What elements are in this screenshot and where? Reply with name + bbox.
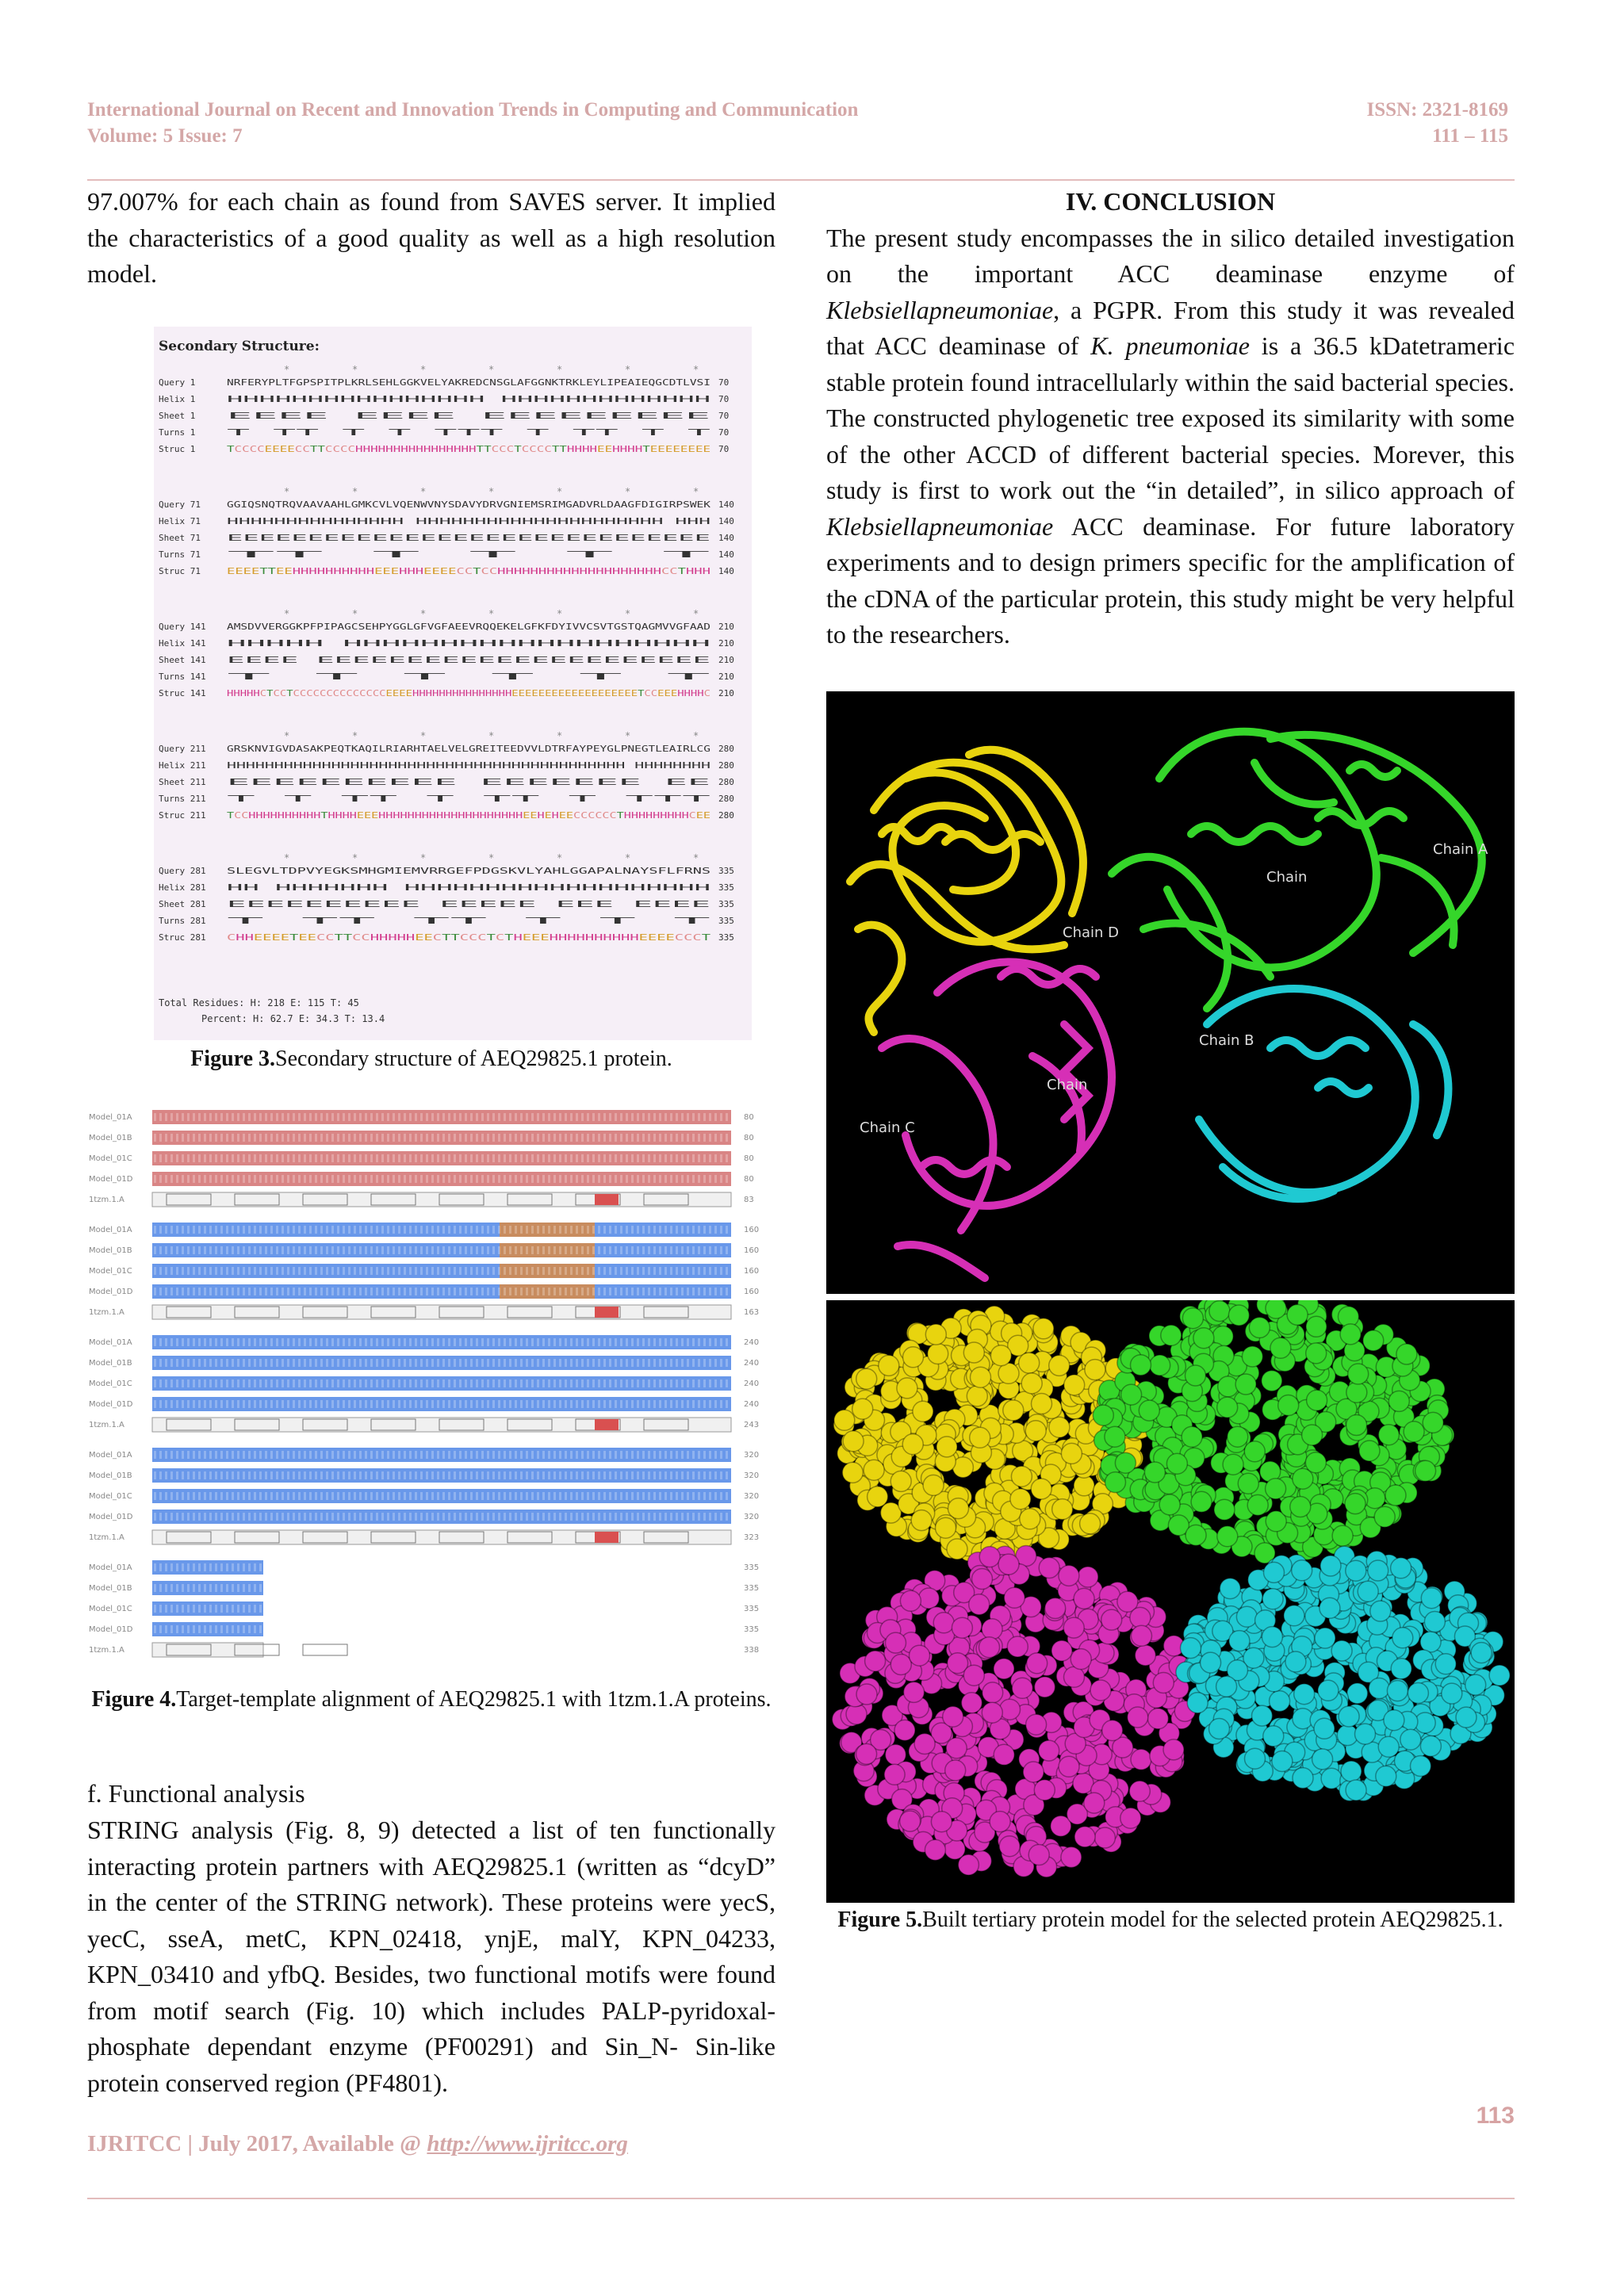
conclusion-heading: IV. CONCLUSION [1065, 187, 1276, 216]
ruler-mark: * [625, 608, 631, 619]
figure-4-label: Figure 4. [91, 1687, 177, 1712]
ss-row-end: 210 [718, 672, 734, 682]
ss-row-label: Sheet 211 [159, 777, 206, 787]
ruler-mark: * [488, 364, 495, 375]
alignment-residue-texture [152, 1563, 263, 1571]
template-highlight [595, 1419, 619, 1430]
ss-row-sequence: EEEE EEEEEEEEEEEEEEEEEEEEEE [227, 655, 710, 665]
alignment-row-label: Model_01A [89, 1226, 132, 1234]
ruler-mark: * [693, 608, 699, 619]
ss-row-end: 70 [718, 394, 730, 404]
alignment-row-end: 83 [744, 1196, 754, 1204]
alignment-row-label: Model_01D [89, 1175, 133, 1184]
ruler-mark: * [557, 486, 563, 497]
alignment-row-label: Model_01B [89, 1471, 132, 1480]
ss-row-label: Struc 141 [159, 688, 206, 698]
figure-5-label: Figure 5. [837, 1908, 923, 1932]
ss-row-end: 210 [718, 622, 734, 632]
ruler-mark: * [488, 486, 495, 497]
ss-row-sequence: SLEGVLTDPVYEGKSMHGMIEMVRRGEFPDGSKVLYAHLGGAPALNAYSFLFRNS [227, 866, 710, 876]
alignment-row-label: Model_01C [89, 1154, 132, 1163]
ruler-mark: * [420, 608, 427, 619]
alignment-row-label: Model_01B [89, 1359, 132, 1368]
ss-row-sequence: H H H H H C T C C T C C C C C C C C C C C C C C E E E E H H H H H H H H H H H H H H H E E E E E E E E E E E E E E E E E E E T C C E E E H H H H C [227, 688, 710, 698]
alignment-row-end: 240 [744, 1338, 760, 1347]
figure-4-alignment [87, 1104, 776, 1679]
alignment-row-label: Model_01D [89, 1513, 133, 1521]
ss-row-end: 335 [718, 932, 734, 943]
volume-issue: Volume: 5 Issue: 7 [87, 125, 243, 147]
ruler-mark: * [420, 364, 427, 375]
ribbon-background [826, 691, 1515, 1294]
template-highlight [595, 1307, 619, 1318]
footer [87, 2131, 628, 2157]
ruler-mark: * [488, 608, 495, 619]
ruler-mark: * [420, 852, 427, 863]
running-header-right [1367, 97, 1509, 149]
alignment-row-end: 240 [744, 1359, 760, 1368]
alignment-row-end: 338 [744, 1646, 760, 1655]
ss-row-label: Helix 141 [159, 638, 206, 649]
figure-5-ribbon-model [826, 691, 1515, 1294]
journal-title: International Journal on Recent and Innovation Trends in Computing and Communication [87, 99, 859, 121]
intro-paragraph: 97.007% for each chain as found from SAVES server. It implied the characteristics of a good quality as well as a high resolution model. [87, 187, 776, 288]
conclusion-paragraph [826, 220, 1515, 653]
alignment-row-end: 335 [744, 1625, 760, 1634]
ss-row-end: 70 [718, 444, 730, 454]
ss-row-sequence: T C C H H H H H H H H H H T H H H H E E E H H H H H H H H H H H H H H H H H H H H E E H E H E E C C C C C C T H H H H H H H H H C E E [227, 810, 709, 821]
ss-row-end: 210 [718, 638, 734, 649]
conclusion-text-1: The present study encompasses the in silico detailed investigation on the important ACC deaminase enzyme of [826, 223, 1515, 288]
alignment-row-label: 1tzm.1.A [89, 1646, 124, 1655]
figure-4-caption [87, 1684, 776, 1716]
ss-row-end: 335 [718, 899, 734, 909]
ruler-mark: * [557, 364, 563, 375]
ss-row-label: Sheet 141 [159, 655, 206, 665]
ruler-mark: * [693, 486, 699, 497]
alignment-row-end: 240 [744, 1380, 760, 1388]
alignment-residue-texture [152, 1267, 731, 1275]
ss-row-label: Query 1 [159, 377, 196, 388]
alignment-row-label: Model_01D [89, 1288, 133, 1296]
alignment-residue-texture [152, 1226, 731, 1234]
alignment-residue-texture [152, 1625, 263, 1633]
ss-row-label: Turns 1 [159, 427, 196, 438]
ss-row-end: 140 [718, 566, 734, 576]
footer-text: IJRITCC | July 2017, Available @ [87, 2131, 427, 2156]
ss-row-label: Struc 211 [159, 810, 206, 821]
ss-row-end: 140 [718, 549, 734, 560]
ss-row-end: 140 [718, 533, 734, 543]
alignment-residue-texture [152, 1471, 731, 1479]
running-header [87, 97, 858, 149]
ruler-mark: * [557, 730, 563, 741]
ruler-mark: * [420, 486, 427, 497]
ss-row-sequence: T TT T T TTT T TT T T [227, 427, 712, 438]
chain-label: Chain [1047, 1077, 1088, 1093]
ss-row-end: 210 [718, 688, 734, 698]
ss-row-end: 280 [718, 777, 734, 787]
ss-row-sequence: TT T T T T [227, 549, 714, 560]
header-rule [87, 179, 1515, 181]
subsection-heading: f. Functional analysis [87, 1779, 305, 1808]
ss-row-label: Helix 1 [159, 394, 196, 404]
ss-row-label: Helix 211 [159, 760, 206, 771]
ruler-mark: * [557, 852, 563, 863]
chain-label: Chain [1266, 869, 1308, 886]
ss-row-end: 140 [718, 499, 734, 510]
ruler-mark: * [420, 730, 427, 741]
ss-row-sequence: GGIQSNQTRQVAAVAAHLGMKCVLVQENWVNYSDAVYDRVGNIEMSRIMGADVRLDAAGFDIGIRPSWEK [227, 499, 711, 510]
ruler-mark: * [352, 852, 358, 863]
ss-row-end: 70 [718, 427, 730, 438]
template-highlight [595, 1532, 619, 1543]
ss-row-end: 335 [718, 916, 734, 926]
alignment-residue-texture [152, 1584, 263, 1592]
figure-3-title: Secondary Structure: [159, 339, 320, 354]
ss-row-end: 335 [718, 866, 734, 876]
alignment-row-label: Model_01B [89, 1134, 132, 1142]
ruler-mark: * [284, 486, 290, 497]
ruler-mark: * [284, 364, 290, 375]
ss-row-sequence: GRSKNVIGVDASAKPEQTKAQILRIARHTAELVELGREITEEDVVLDTRFAYPEYGLPNEGTLEAIRLCG [227, 744, 710, 754]
figure-5-caption [826, 1904, 1515, 1936]
alignment-row-end: 240 [744, 1400, 760, 1409]
ruler-mark: * [284, 852, 290, 863]
species-name-1: Klebsiellapneumoniae [826, 295, 1054, 324]
left-column-intro [87, 184, 776, 293]
ruler-mark: * [625, 486, 631, 497]
journal-link[interactable]: http://www.ijritcc.org [427, 2131, 628, 2156]
ruler-mark: * [693, 852, 699, 863]
alignment-residue-texture [152, 1451, 731, 1459]
alignment-row-label: Model_01C [89, 1267, 132, 1276]
chain-label: Chain B [1199, 1032, 1254, 1049]
page-range: 111 – 115 [1432, 125, 1508, 147]
alignment-row-label: Model_01B [89, 1246, 132, 1255]
ruler-mark: * [625, 364, 631, 375]
alignment-row-end: 80 [744, 1154, 754, 1163]
alignment-row-label: 1tzm.1.A [89, 1533, 124, 1542]
ss-row-end: 140 [718, 516, 734, 526]
ss-row-end: 280 [718, 744, 734, 754]
alignment-residue-texture [152, 1605, 263, 1613]
ss-row-label: Helix 71 [159, 516, 201, 526]
alignment-residue-texture [152, 1113, 731, 1121]
ss-row-label: Sheet 281 [159, 899, 206, 909]
alignment-row-label: Model_01C [89, 1492, 132, 1501]
footer-rule [87, 2198, 1515, 2199]
alignment-row-label: Model_01D [89, 1625, 133, 1634]
alignment-row-end: 160 [744, 1267, 760, 1276]
alignment-row-end: 160 [744, 1246, 760, 1255]
conclusion-text-2: , a PGPR. From this study it was revealed that ACC deaminase of [826, 295, 1515, 360]
alignment-residue-texture [152, 1288, 731, 1295]
ss-row-label: Sheet 1 [159, 411, 196, 421]
figure-3-secondary-structure [154, 327, 752, 1040]
ss-row-sequence: EEEEEEEEEE EEEEEEE EE [227, 777, 710, 787]
alignment-row-end: 320 [744, 1492, 760, 1501]
ss-row-sequence: E E E E T T E E H H H H H H H H H H E E E H H H E E E E C C T C C H H H H H H H H H H H H H H H H H H H H C C T H H H [227, 566, 708, 576]
ruler-mark: * [284, 608, 290, 619]
alignment-row-label: 1tzm.1.A [89, 1421, 124, 1429]
alignment-row-end: 323 [744, 1533, 760, 1542]
ss-row-sequence: HHHHHHHHHHHHHHHHHHHHHHHHHHHHHHHHHHHHHHHHHH HHHHHHHH [227, 760, 710, 771]
ss-row-label: Struc 71 [159, 566, 201, 576]
ruler-mark: * [352, 730, 358, 741]
ss-row-end: 70 [718, 377, 730, 388]
ss-row-end: 70 [718, 411, 730, 421]
chain-label: Chain A [1433, 841, 1488, 858]
page-number: 113 [1476, 2103, 1515, 2129]
ruler-mark: * [488, 730, 495, 741]
alignment-row-label: Model_01A [89, 1563, 132, 1572]
ss-row-sequence: HH HHHHHHH HHHHHHHHHHHHHHHHHHH [227, 882, 710, 893]
percent-line: Percent: H: 62.7 E: 34.3 T: 13.4 [201, 1013, 385, 1024]
figure-4-caption-text: Target-template alignment of AEQ29825.1 with 1tzm.1.A proteins. [176, 1687, 772, 1712]
template-row [152, 1643, 263, 1657]
ss-row-sequence: C H H E E E E T E E C C T T C C H H H H H E E C T T C C C T C T H E E E H H H H H H H H H H E E E E C C C T [227, 932, 707, 943]
template-highlight [595, 1194, 619, 1205]
alignment-row-end: 80 [744, 1113, 754, 1122]
figure-3-caption-text: Secondary structure of AEQ29825.1 protein. [275, 1047, 672, 1071]
figure-5-spacefill-model [826, 1300, 1515, 1903]
ss-row-sequence: AMSDVVERGGKPFPIPAGCSEHPYGGLGFVGFAEEVRQQEKELGFKFDYIVVCSVTGSTQAGMVVGFAAD [227, 622, 710, 632]
alignment-residue-texture [152, 1400, 731, 1408]
ss-row-label: Query 211 [159, 744, 206, 754]
ss-row-label: Helix 281 [159, 882, 206, 893]
alignment-residue-texture [152, 1338, 731, 1346]
ss-row-end: 280 [718, 810, 734, 821]
ruler-mark: * [352, 364, 358, 375]
functional-analysis-paragraph: STRING analysis (Fig. 8, 9) detected a list of ten functionally interacting protein partners with AEQ29825.1 (written as “dcyD” in the center of the STRING network). These proteins were yecS, yecC, sseA, metC, KPN_02418, ynjE, malY, KPN_04233, KPN_03410 and yfbQ. Besides, two functional motifs were found from motif search (Fig. 10) which includes PALP-pyridoxal-phosphate dependant enzyme (PF00291) and Sin_N- Sin-like protein conserved region (PF4801). [87, 1816, 776, 2097]
right-column [826, 184, 1515, 653]
ss-row-sequence: EEEEEEEEEE EEEEE EEE EEEE [227, 899, 710, 909]
alignment-row-end: 320 [744, 1471, 760, 1480]
ss-row-label: Struc 1 [159, 444, 196, 454]
ss-row-label: Turns 141 [159, 672, 206, 682]
ss-row-end: 280 [718, 760, 734, 771]
figure-3-label: Figure 3. [190, 1047, 276, 1071]
alignment-residue-texture [152, 1175, 731, 1183]
alignment-row-label: Model_01A [89, 1113, 132, 1122]
ruler-mark: * [284, 730, 290, 741]
ss-row-sequence: T C C C C E E E E C C T T C C C C H H H H H H H H H H H H H H H H T T C C C T C C C C T T H H H H E E H H H H T E E E E E E E E [227, 444, 709, 454]
ruler-mark: * [488, 852, 495, 863]
ruler-mark: * [693, 364, 699, 375]
ss-row-sequence: T T T T T T [227, 672, 714, 682]
ss-row-sequence: T TT TT T T T [227, 916, 713, 926]
alignment-residue-texture [152, 1380, 731, 1387]
alignment-row-end: 320 [744, 1451, 760, 1460]
alignment-residue-texture [152, 1154, 731, 1162]
species-name-3: Klebsiellapneumoniae [826, 511, 1054, 541]
ruler-mark: * [693, 730, 699, 741]
ss-row-label: Query 141 [159, 622, 206, 632]
functional-analysis-body [87, 1812, 776, 2101]
total-residues: Total Residues: H: 218 E: 115 T: 45 [159, 997, 359, 1008]
ss-row-sequence: NRFERYPLTFGPSPITPLKRLSEHLGGKVELYAKREDCNSGLAFGGNKTRKLEYLIPEAIEQGCDTLVSI [227, 377, 710, 388]
alignment-row-end: 243 [744, 1421, 760, 1429]
alignment-row-label: Model_01C [89, 1380, 132, 1388]
alignment-row-label: 1tzm.1.A [89, 1308, 124, 1317]
ss-row-label: Query 71 [159, 499, 201, 510]
alignment-residue-texture [152, 1492, 731, 1500]
alignment-residue-texture [152, 1359, 731, 1367]
alignment-row-end: 80 [744, 1134, 754, 1142]
ss-row-sequence: HHHHHHHHHHHHHHH HHHHHHHHHHHHHHHHHHHHH HHH [227, 516, 710, 526]
ss-row-sequence: EEEEEEEEEEEEEEEEEEEEEEEEEEEEEE [227, 533, 710, 543]
ss-row-sequence: HHHHHHHHHHHHHHHH HHHHHHHHHHHHH [227, 394, 710, 404]
alignment-residue-texture [152, 1134, 731, 1142]
alignment-residue-texture [152, 1246, 731, 1254]
alignment-row-end: 80 [744, 1175, 754, 1184]
alignment-residue-texture [152, 1513, 731, 1521]
ruler-mark: * [352, 608, 358, 619]
conclusion-text-4: ACC deaminase. For future laboratory experiments and to design primers specific for the amplification of the cDNA of the particular protein, this study might be very helpful to the researchers. [826, 511, 1515, 649]
alignment-row-end: 335 [744, 1584, 760, 1593]
alignment-row-end: 160 [744, 1288, 760, 1296]
alignment-row-label: 1tzm.1.A [89, 1196, 124, 1204]
ss-row-label: Struc 281 [159, 932, 206, 943]
ss-row-sequence: T T TT T TT T TTT [227, 794, 712, 804]
alignment-row-label: Model_01A [89, 1338, 132, 1347]
conclusion-text-3: is a 36.5 kDatetrameric stable protein found intracellularly within the said bacterial species. The constructed phylogenetic tree exposed its similarity with some of the other ACCD of different bacterial species. Morever, this study is first to work out the “in detailed”, in silico approach of [826, 331, 1515, 504]
figure-3-caption [87, 1043, 776, 1075]
alignment-row-label: Model_01B [89, 1584, 132, 1593]
ss-row-sequence: EEEE EEEE EEEEEEEEE [227, 411, 710, 421]
ruler-mark: * [625, 852, 631, 863]
alignment-row-end: 160 [744, 1226, 760, 1234]
alignment-row-end: 320 [744, 1513, 760, 1521]
ss-row-sequence: HHHHH HHHHHHHHHHHHHHHHHHH [227, 638, 710, 649]
ss-row-label: Sheet 71 [159, 533, 201, 543]
alignment-row-label: Model_01C [89, 1605, 132, 1613]
ruler-mark: * [352, 486, 358, 497]
figure-5-caption-text: Built tertiary protein model for the selected protein AEQ29825.1. [922, 1908, 1503, 1932]
ruler-mark: * [625, 730, 631, 741]
ss-row-label: Turns 211 [159, 794, 206, 804]
alignment-row-label: Model_01D [89, 1400, 133, 1409]
ss-row-end: 280 [718, 794, 734, 804]
chain-label: Chain D [1063, 924, 1119, 941]
alignment-row-label: Model_01A [89, 1451, 132, 1460]
ss-row-label: Turns 281 [159, 916, 206, 926]
ss-row-end: 335 [718, 882, 734, 893]
alignment-row-end: 163 [744, 1308, 760, 1317]
ss-row-label: Turns 71 [159, 549, 201, 560]
ruler-mark: * [557, 608, 563, 619]
ss-row-label: Query 281 [159, 866, 206, 876]
chain-label: Chain C [860, 1119, 915, 1136]
ss-row-end: 210 [718, 655, 734, 665]
alignment-row-end: 335 [744, 1605, 760, 1613]
alignment-row-end: 335 [744, 1563, 760, 1572]
species-name-2: K. pneumoniae [1090, 331, 1250, 360]
issn: ISSN: 2321-8169 [1366, 99, 1508, 121]
